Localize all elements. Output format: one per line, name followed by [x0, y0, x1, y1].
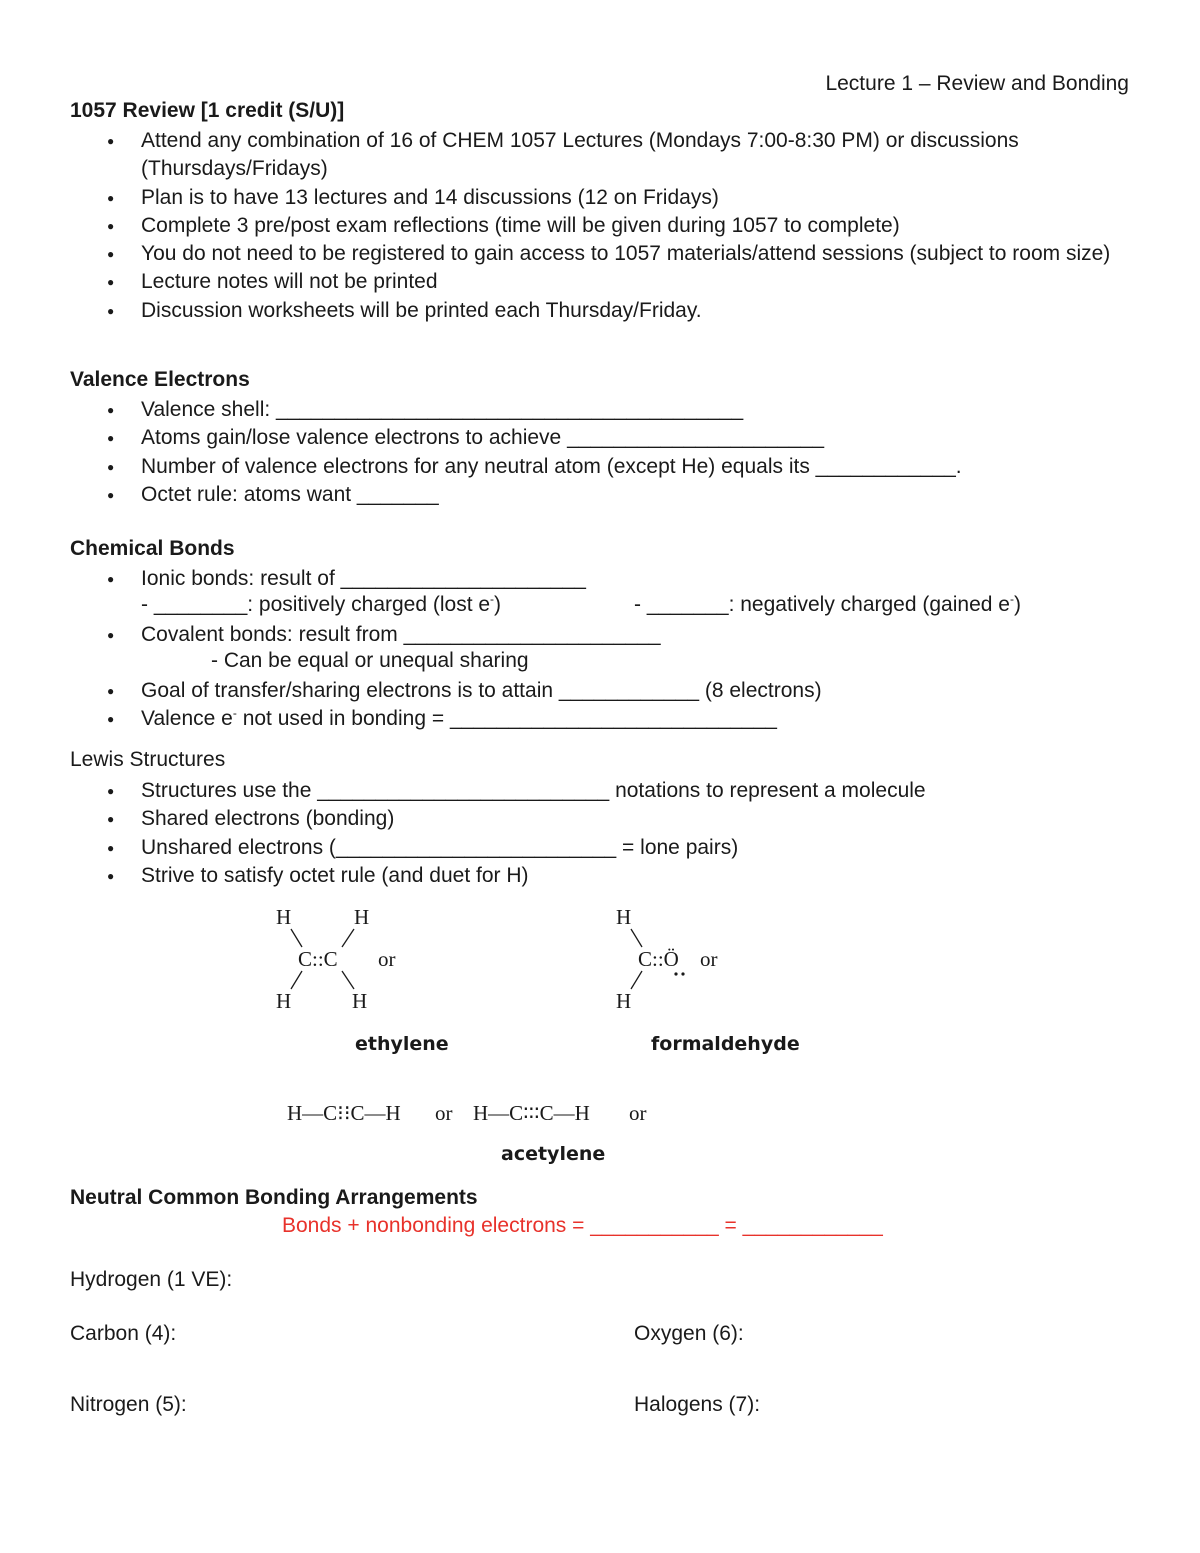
list-item: ● Plan is to have 13 lectures and 14 discussions (12 on Fridays) — [70, 184, 1130, 212]
oxygen-label: Oxygen (6): — [634, 1322, 744, 1345]
nitrogen-label: Nitrogen (5): — [70, 1393, 187, 1416]
list-item: ● Structures use the _________________________ notations to represent a molecule — [70, 777, 1130, 805]
list-item: ● Octet rule: atoms want _______ — [70, 481, 1130, 509]
list-item: ● Discussion worksheets will be printed each Thursday/Friday. — [70, 297, 1130, 325]
lewis-heading: Lewis Structures — [70, 748, 226, 771]
covalent-note: - Can be equal or unequal sharing — [211, 649, 529, 672]
list-item: ● Atoms gain/lose valence electrons to achieve ______________________ — [70, 424, 1130, 452]
or-word: or — [700, 947, 718, 971]
atom-h: H — [354, 905, 370, 929]
acetylene-formula: H—C⁝⁝C—H — [287, 1101, 401, 1125]
cation-line: - ________: positively charged (lost e-) — [141, 592, 502, 616]
atom-h: H — [616, 905, 632, 929]
acetylene-formula: H—C∶∶∶C—H — [473, 1101, 590, 1125]
atom-h: H — [616, 989, 632, 1013]
cc-double-bond: C::C — [298, 947, 338, 971]
atom-h: H — [276, 905, 292, 929]
list-item: ● Number of valence electrons for any neutral atom (except He) equals its ____________. — [70, 453, 1130, 481]
list-item: ● Attend any combination of 16 of CHEM 1057 Lectures (Mondays 7:00-8:30 PM) or discussions (Thursdays/Fridays) — [70, 127, 1130, 184]
anion-line: - _______: negatively charged (gained e-) — [634, 592, 1021, 616]
lecture-title: Lecture 1 – Review and Bonding — [825, 72, 1129, 95]
list-item: ● Goal of transfer/sharing electrons is to attain ____________ (8 electrons) — [70, 677, 1130, 705]
acetylene-label: acetylene — [501, 1143, 606, 1165]
bonds-heading: Chemical Bonds — [70, 537, 235, 560]
list-item: ● Valence e- not used in bonding = ____________________________ — [70, 705, 1130, 733]
arrangements-heading: Neutral Common Bonding Arrangements — [70, 1186, 478, 1209]
atom-h: H — [352, 989, 368, 1013]
list-item: ● Complete 3 pre/post exam reflections (time will be given during 1057 to complete) — [70, 212, 1130, 240]
hydrogen-label: Hydrogen (1 VE): — [70, 1268, 233, 1291]
ethylene-label: ethylene — [355, 1033, 449, 1055]
formaldehyde-structure — [616, 905, 800, 1055]
carbon-label: Carbon (4): — [70, 1322, 177, 1345]
co-double-bond: C::Ö — [638, 947, 679, 971]
acetylene-structure — [287, 1101, 647, 1165]
valence-heading: Valence Electrons — [70, 368, 250, 391]
atom-h: H — [276, 989, 292, 1013]
list-item: ● Lecture notes will not be printed — [70, 268, 1130, 296]
lone-pair-dot — [674, 972, 677, 975]
list-item: ● Valence shell: ________________________________________ — [70, 396, 1130, 424]
formaldehyde-label: formaldehyde — [651, 1033, 800, 1055]
list-item: ● Strive to satisfy octet rule (and duet for H) — [70, 862, 1130, 890]
halogens-label: Halogens (7): — [634, 1393, 761, 1416]
or-word: or — [629, 1101, 647, 1125]
lone-pair-dot — [681, 972, 684, 975]
list-item: ● Covalent bonds: result from ______________________ — [70, 621, 1130, 649]
list-item: ● Ionic bonds: result of _____________________ — [70, 565, 1130, 593]
list-item: ● Shared electrons (bonding) — [70, 805, 1130, 833]
list-item: ● You do not need to be registered to gain access to 1057 materials/attend sessions (subject to room size) — [70, 240, 1130, 268]
or-word: or — [378, 947, 396, 971]
review-heading: 1057 Review [1 credit (S/U)] — [70, 99, 345, 122]
list-item: ● Unshared electrons (________________________ = lone pairs) — [70, 834, 1130, 862]
ethylene-structure — [276, 905, 449, 1055]
or-word: or — [435, 1101, 453, 1125]
formula-line: Bonds + nonbonding electrons = ___________ = ____________ — [282, 1214, 883, 1237]
